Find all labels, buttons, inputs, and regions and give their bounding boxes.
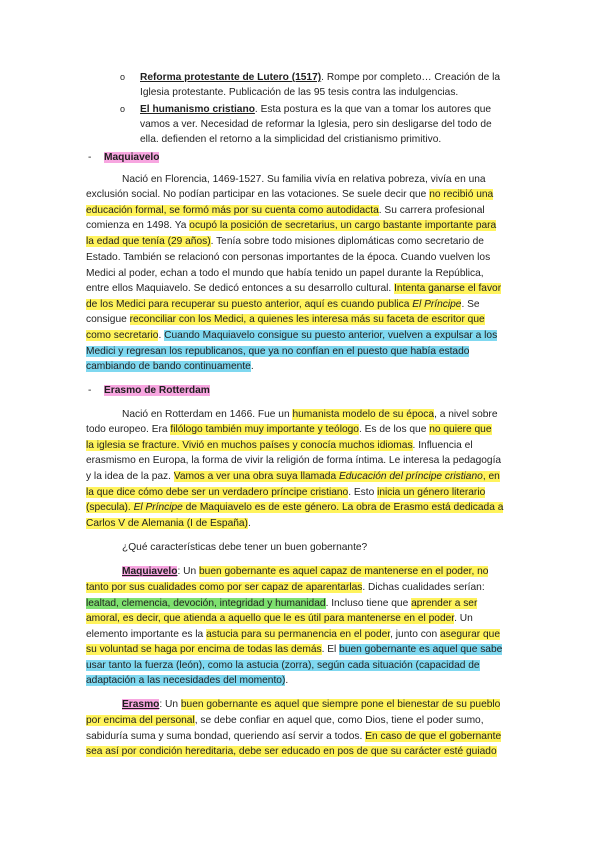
text: . Tenía sobre todo misiones diplomáticas como secretario de bbox=[210, 236, 484, 247]
reforma-line-1 bbox=[140, 70, 514, 85]
highlight: buen gobernante es aquel capaz de mantenerse en el poder, no bbox=[199, 566, 489, 577]
text: consigue bbox=[86, 314, 130, 325]
eras-p-line-7 bbox=[86, 500, 503, 515]
highlight: educación formal, se formó más por su cuenta como autodidacta bbox=[86, 205, 379, 216]
text: entre ellos Maquiavelo. Se dedicó entonces a su desarrollo cultural. bbox=[86, 283, 395, 294]
text: . Influencia el bbox=[412, 440, 473, 451]
list-dash: - bbox=[88, 385, 92, 396]
maq-p-line-12 bbox=[86, 344, 469, 359]
text: , a nivel sobre bbox=[434, 409, 498, 420]
highlight: no quiere que bbox=[429, 424, 492, 435]
maq-ans-line-1 bbox=[122, 564, 488, 579]
maq-p-line-7: Medici al poder, echan a todo el mundo que había tenido un papel durante la República, bbox=[86, 268, 484, 279]
book-title: Educación del príncipe cristiano bbox=[338, 471, 483, 482]
bullet-marker: o bbox=[120, 72, 126, 82]
highlight: no recibió una bbox=[429, 189, 494, 200]
highlight-green: lealtad, clemencia, devoción, integridad y humanidad bbox=[86, 598, 326, 609]
eras-p-line-8 bbox=[86, 516, 251, 531]
text: de los Medici para recuperar su puesto anterior, aquí es cuando publica bbox=[86, 299, 413, 310]
text: , junto con bbox=[390, 629, 440, 640]
text: : Un bbox=[177, 566, 199, 577]
maq-p-line-4 bbox=[86, 218, 496, 233]
maq-p-line-2 bbox=[86, 187, 493, 202]
text: . bbox=[250, 361, 254, 372]
text: . Es de los que bbox=[358, 424, 430, 435]
eras-ans-line-1 bbox=[122, 697, 500, 712]
humanismo-line-2: vamos a ver. Necesidad de reformar la Iglesia, pero sin desligarse del todo de bbox=[140, 119, 492, 130]
highlight: sea así por condición hereditaria, debe ser educado en pos de que su carácter esté guiado bbox=[86, 746, 497, 757]
text: . bbox=[285, 675, 289, 686]
highlight: la que dice cómo debe ser un verdadero príncipe cristiano bbox=[86, 487, 349, 498]
highlight: aprender a ser bbox=[411, 598, 478, 609]
text: . Un bbox=[454, 613, 473, 624]
highlight-blue: Medici y regresan los republicanos, que ya no confían en el puesto que había estado bbox=[86, 346, 470, 357]
highlight: En caso de que el gobernante bbox=[365, 731, 502, 742]
maq-ans-line-3 bbox=[86, 596, 477, 611]
text: . Se bbox=[461, 299, 480, 310]
highlight: tanto por sus cualidades como por ser capaz de aparentarlas bbox=[86, 582, 363, 593]
maq-p-line-10 bbox=[86, 312, 485, 327]
highlight: amoral, es decir, que atienda a aquello que le es útil para mantenerse en el poder bbox=[86, 613, 455, 624]
highlight: inicia un género literario bbox=[377, 487, 486, 498]
highlight: ocupó la posición de secretarius, un cargo bastante importante para bbox=[189, 220, 497, 231]
highlight: la edad que tenía (29 años) bbox=[86, 236, 211, 247]
maq-p-line-1: Nació en Florencia, 1469-1527. Su familia vivía en relativa pobreza, vivía en una bbox=[122, 174, 486, 185]
highlight-blue: adaptación a las necesidades del momento) bbox=[86, 675, 286, 686]
highlight: asegurar que bbox=[439, 629, 501, 640]
humanismo-line-1 bbox=[140, 102, 491, 117]
text: Nació en Rotterdam en 1466. Fue un bbox=[122, 409, 293, 420]
text: Vamos a ver una obra suya llamada bbox=[173, 471, 339, 482]
text: sabiduría suma y suma bondad, queriendo así servir a todos. bbox=[86, 731, 366, 742]
text: , en bbox=[482, 471, 500, 482]
heading-text: Erasmo de Rotterdam bbox=[104, 385, 210, 396]
text: . El bbox=[321, 644, 340, 655]
text: , se debe confiar en aquel que, como Dios, tiene el poder sumo, bbox=[194, 715, 484, 726]
highlight bbox=[86, 502, 503, 513]
text: todo europeo. Era bbox=[86, 424, 171, 435]
highlight-blue: buen gobernante es aquel que sabe bbox=[339, 644, 503, 655]
erasmo-heading bbox=[104, 383, 210, 398]
maq-p-line-11 bbox=[86, 328, 497, 343]
text: . Esta postura es la que van a tomar los autores que bbox=[254, 104, 492, 115]
text: exclusión social. No podían participar en las votaciones. Se suele decir que bbox=[86, 189, 430, 200]
maq-ans-line-7 bbox=[86, 658, 480, 673]
highlight: filólogo también muy importante y teólogo bbox=[170, 424, 359, 435]
maq-p-line-6: Estado. También se relacionó con personas importantes de la época. Cuando vuelven los bbox=[86, 252, 491, 263]
heading-text: Maquiavelo bbox=[104, 152, 160, 163]
text: . bbox=[247, 518, 251, 529]
highlight-blue: cambiando de bando continuamente bbox=[86, 361, 251, 372]
highlight-blue: usar tanto la fuerza (león), como la astucia (zorra), según cada situación (capacidad de bbox=[86, 660, 480, 671]
maq-p-line-13 bbox=[86, 359, 254, 374]
text: : Un bbox=[159, 699, 181, 710]
highlight: como secretario bbox=[86, 330, 159, 341]
highlight: por encima del personal bbox=[86, 715, 195, 726]
question-text: ¿Qué características debe tener un buen gobernante? bbox=[122, 542, 368, 553]
maq-p-line-8 bbox=[86, 281, 501, 296]
text: . Rompe por completo… Creación de la bbox=[321, 72, 501, 83]
text: . Esto bbox=[348, 487, 378, 498]
highlight: astucia para su permanencia en el poder bbox=[206, 629, 391, 640]
eras-p-line-5 bbox=[86, 469, 500, 484]
eras-ans-line-2 bbox=[86, 713, 484, 728]
text: elemento importante es la bbox=[86, 629, 207, 640]
text: . Su carrera profesional bbox=[378, 205, 485, 216]
highlight: reconciliar con los Medici, a quienes les interesa más su faceta de escritor que bbox=[129, 314, 485, 325]
humanismo-title: El humanismo cristiano bbox=[140, 104, 255, 115]
text: y la idea de la paz. bbox=[86, 471, 174, 482]
eras-ans-line-4 bbox=[86, 744, 497, 759]
author-label: Erasmo bbox=[122, 699, 160, 710]
maq-ans-line-5 bbox=[86, 627, 500, 642]
highlight: buen gobernante es aquel que siempre pone el bienestar de su pueblo bbox=[180, 699, 501, 710]
highlight-blue: Cuando Maquiavelo consigue su puesto anterior, vuelven a expulsar a los bbox=[164, 330, 498, 341]
maq-p-line-3 bbox=[86, 203, 485, 218]
highlight: Intenta ganarse el favor bbox=[394, 283, 502, 294]
book-title: El Príncipe bbox=[133, 502, 183, 513]
highlight: Carlos V de Alemania (I de España) bbox=[86, 518, 248, 529]
humanismo-line-3: ella. defienden el retorno a la simplicidad del cristianismo primitivo. bbox=[140, 134, 442, 145]
maq-ans-line-2 bbox=[86, 580, 485, 595]
text: . Dichas cualidades serían: bbox=[362, 582, 485, 593]
maq-ans-line-8 bbox=[86, 673, 288, 688]
eras-p-line-6 bbox=[86, 485, 485, 500]
highlight: su voluntad se haga por encima de todas las demás bbox=[86, 644, 322, 655]
highlight bbox=[174, 471, 500, 482]
maq-ans-line-4 bbox=[86, 611, 473, 626]
eras-p-line-1 bbox=[122, 407, 498, 422]
eras-p-line-3 bbox=[86, 438, 473, 453]
maq-p-line-9 bbox=[86, 297, 480, 312]
text: (specula). bbox=[86, 502, 134, 513]
bullet-marker: o bbox=[120, 104, 126, 114]
author-label: Maquiavelo bbox=[122, 566, 178, 577]
maq-p-line-5 bbox=[86, 234, 484, 249]
book-title: El Príncipe bbox=[412, 299, 462, 310]
highlight: humanista modelo de su época bbox=[292, 409, 435, 420]
text: . Incluso tiene que bbox=[325, 598, 412, 609]
eras-p-line-2 bbox=[86, 422, 492, 437]
maquiavelo-heading bbox=[104, 150, 159, 165]
highlight: la iglesia se fracture. Vivió en muchos países y conocía muchos idiomas bbox=[86, 440, 413, 451]
reforma-title: Reforma protestante de Lutero (1517) bbox=[140, 72, 322, 83]
eras-p-line-4: erasmismo en Europa, la forma de vivir la religión de forma íntima. Le interesa la pedagogía bbox=[86, 455, 502, 466]
eras-ans-line-3 bbox=[86, 729, 501, 744]
list-dash: - bbox=[88, 152, 92, 163]
maq-ans-line-6 bbox=[86, 642, 502, 657]
reforma-line-2: Iglesia protestante. Publicación de las 95 tesis contra las indulgencias. bbox=[140, 87, 459, 98]
text: . bbox=[158, 330, 165, 341]
text: comienza en 1498. Ya bbox=[86, 220, 190, 231]
text: de Maquiavelo es de este género. La obra de Erasmo está dedicada a bbox=[182, 502, 504, 513]
highlight bbox=[86, 299, 461, 310]
